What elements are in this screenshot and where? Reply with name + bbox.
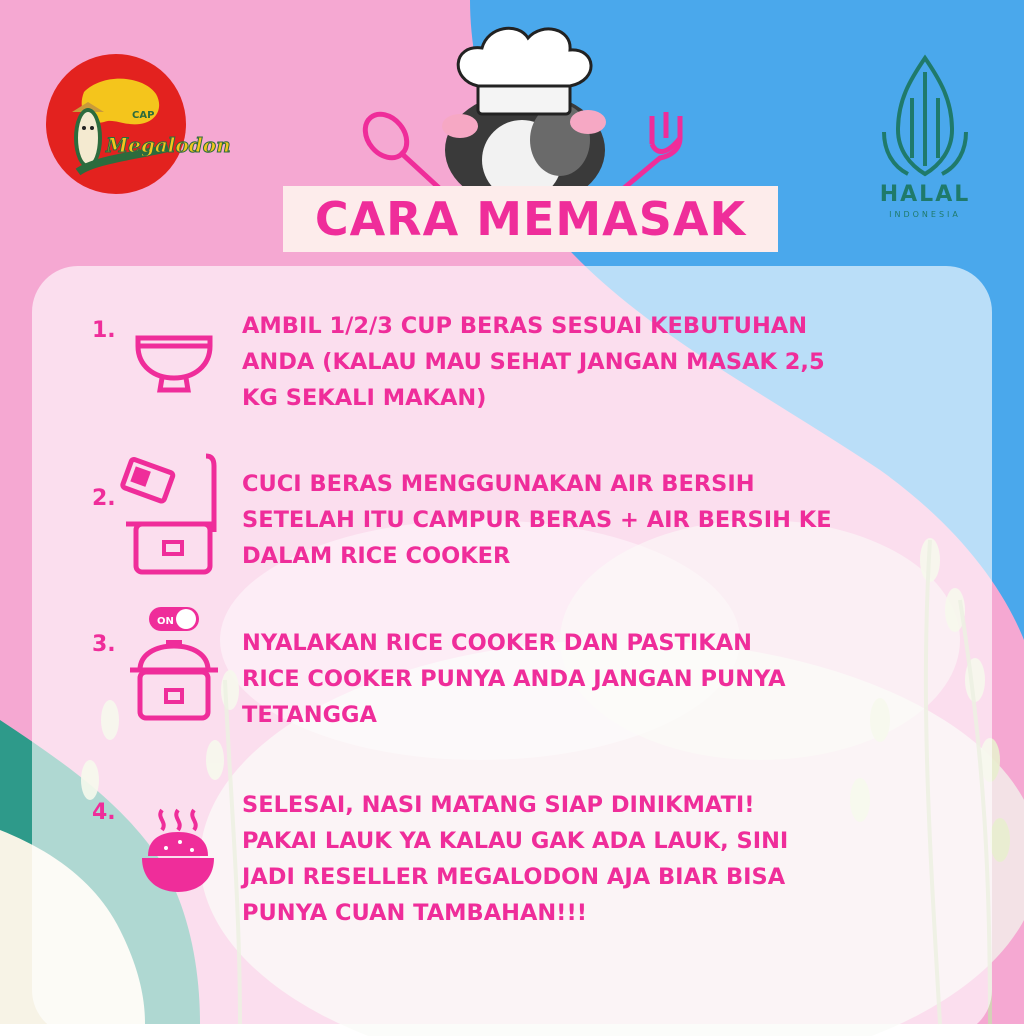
header-illustration <box>350 20 700 200</box>
cooked-rice-bowl-icon <box>140 808 216 898</box>
toggle-switch-icon <box>148 604 200 634</box>
rice-cooker-on-icon <box>126 640 222 724</box>
halal-label: HALAL <box>879 182 971 207</box>
brand-logo <box>44 52 231 196</box>
chef-mascot-icon <box>350 20 700 200</box>
step-2-text: CUCI BERAS MENGGUNAKAN AIR BERSIH SETELAH ITU CAMPUR BERAS + AIR BERSIH KE DALAM RICE COOKER <box>242 471 832 569</box>
step-1-number: 1. <box>92 318 116 343</box>
step-4-number: 4. <box>92 800 116 825</box>
halal-emblem-icon <box>870 50 980 180</box>
megalodon-logo-icon <box>44 52 231 196</box>
rice-bowl-icon <box>134 328 214 392</box>
step-4-text: SELESAI, NASI MATANG SIAP DINIKMATI! PAKAI LAUK YA KALAU GAK ADA LAUK, SINI JADI RESELLER MEGALODON AJA BIAR BISA PUNYA CUAN TAMBAHAN!!! <box>242 792 789 926</box>
step-3-text: NYALAKAN RICE COOKER DAN PASTIKAN RICE COOKER PUNYA ANDA JANGAN PUNYA TETANGGA <box>242 630 786 728</box>
step-2-number: 2. <box>92 486 116 511</box>
power-toggle <box>148 604 200 634</box>
page-title: CARA MEMASAK <box>314 192 747 246</box>
logo-brand-text: Megalodon <box>106 133 231 157</box>
toggle-label: ON <box>157 616 174 627</box>
title-banner <box>283 186 778 252</box>
step-1-text: AMBIL 1/2/3 CUP BERAS SESUAI KEBUTUHAN ANDA (KALAU MAU SEHAT JANGAN MASAK 2,5 KG SEKALI MAKAN) <box>242 313 825 411</box>
rice-cooker-pour-icon <box>114 450 234 578</box>
step-3-number: 3. <box>92 632 116 657</box>
logo-cap-text: CAP <box>132 110 155 121</box>
halal-logo <box>870 50 980 230</box>
halal-sublabel: INDONESIA <box>889 210 961 219</box>
spoon-icon <box>357 106 450 198</box>
